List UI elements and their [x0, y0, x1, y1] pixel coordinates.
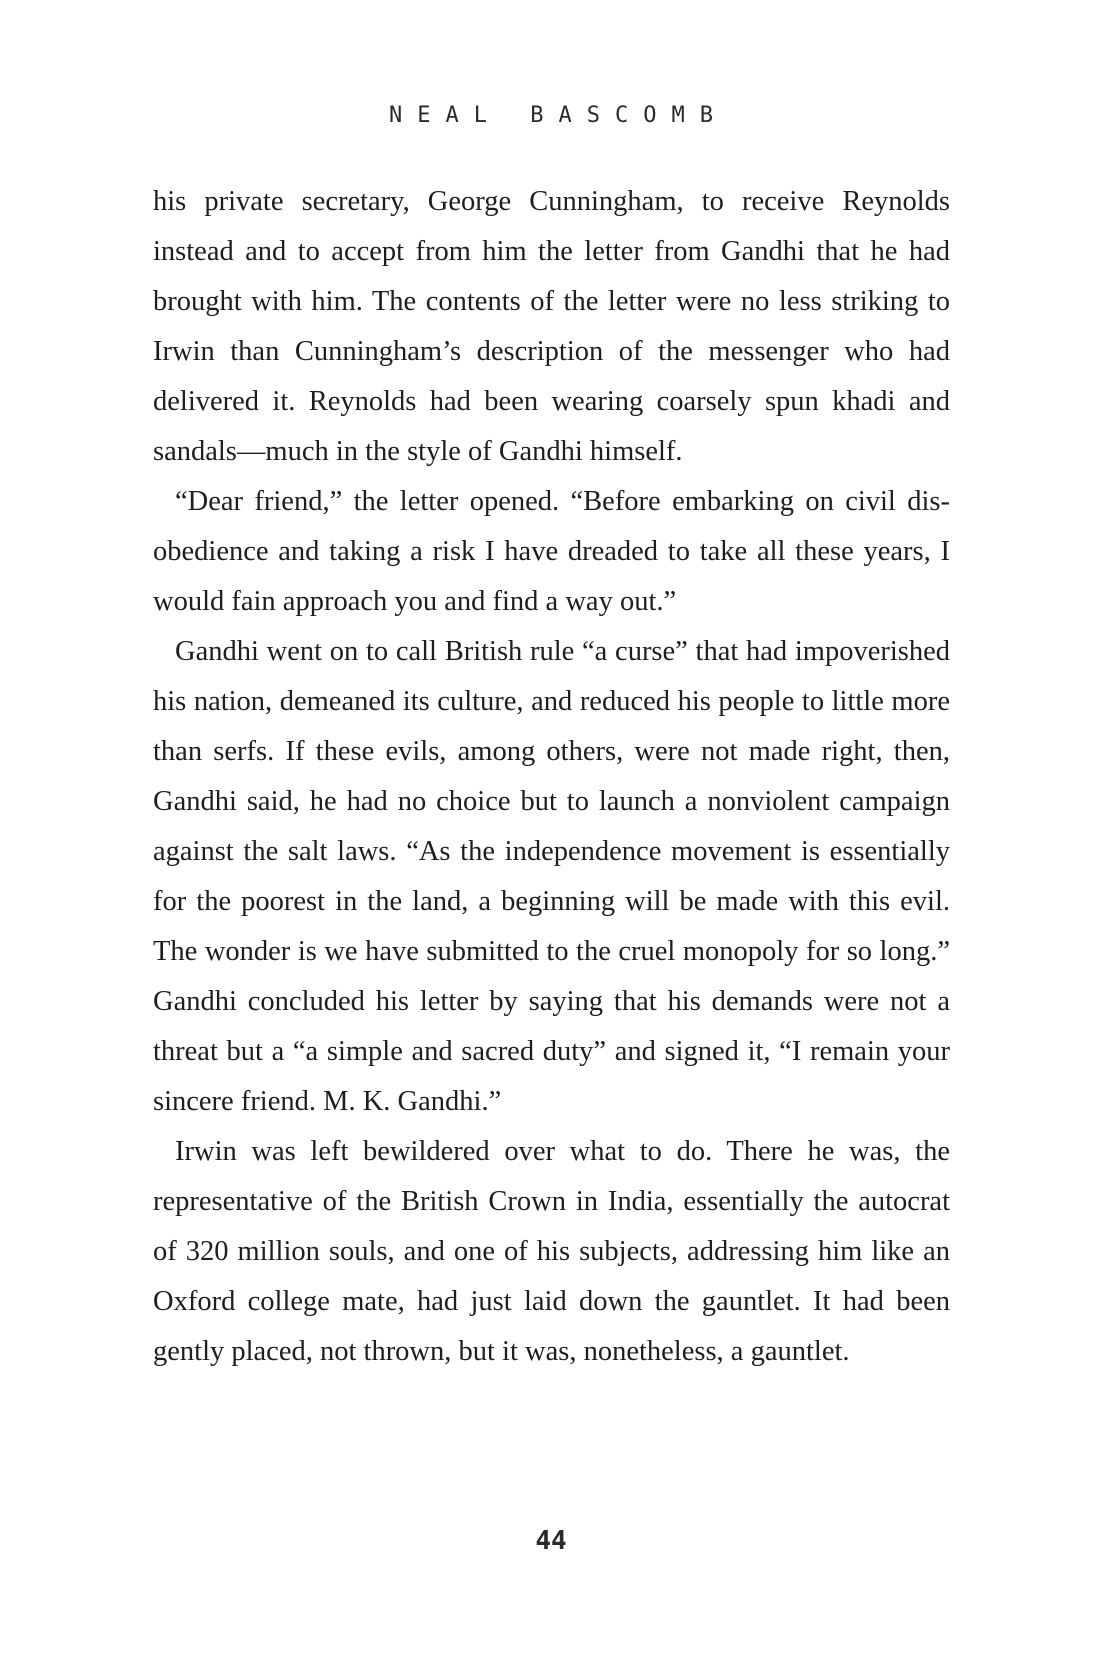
- paragraph-1: his private secretary, George Cunningham, to receive Reynolds instead and to accept from him the letter from Gandhi that he had brought with him. The contents of the letter were no less striking to Irwin than Cunningham’s description of the messenger who had delivered it. Reynolds had been wearing coarsely spun khadi and sandals—much in the style of Gandhi himself.: [153, 186, 950, 467]
- page-number: 44: [535, 1526, 567, 1556]
- body-text: [153, 177, 950, 1377]
- paragraph-4: Irwin was left bewildered over what to do. There he was, the representative of the British Crown in India, essentially the autocrat of 320 million souls, and one of his subjects, addressing him like an Oxford college mate, had just laid down the gauntlet. It had been gently placed, not thrown, but it was, nonetheless, a gauntlet.: [153, 1136, 950, 1367]
- paragraph-2: “Dear friend,” the letter opened. “Before embarking on civil disobedience and taking a risk I have dreaded to take all these years, I would fain approach you and find a way out.”: [153, 486, 950, 617]
- paragraph-3: Gandhi went on to call British rule “a curse” that had impoverished his nation, demeaned its culture, and reduced his people to little more than serfs. If these evils, among others, were not made right, then, Gandhi said, he had no choice but to launch a nonviolent campaign against the salt laws. “As the independence movement is essentially for the poorest in the land, a beginning will be made with this evil. The wonder is we have submitted to the cruel monopoly for so long.” Gandhi concluded his letter by saying that his demands were not a threat but a “a simple and sacred duty” and signed it, “I remain your sincere friend. M. K. Gandhi.”: [153, 636, 950, 1117]
- running-head: NEAL BASCOMB: [389, 103, 728, 128]
